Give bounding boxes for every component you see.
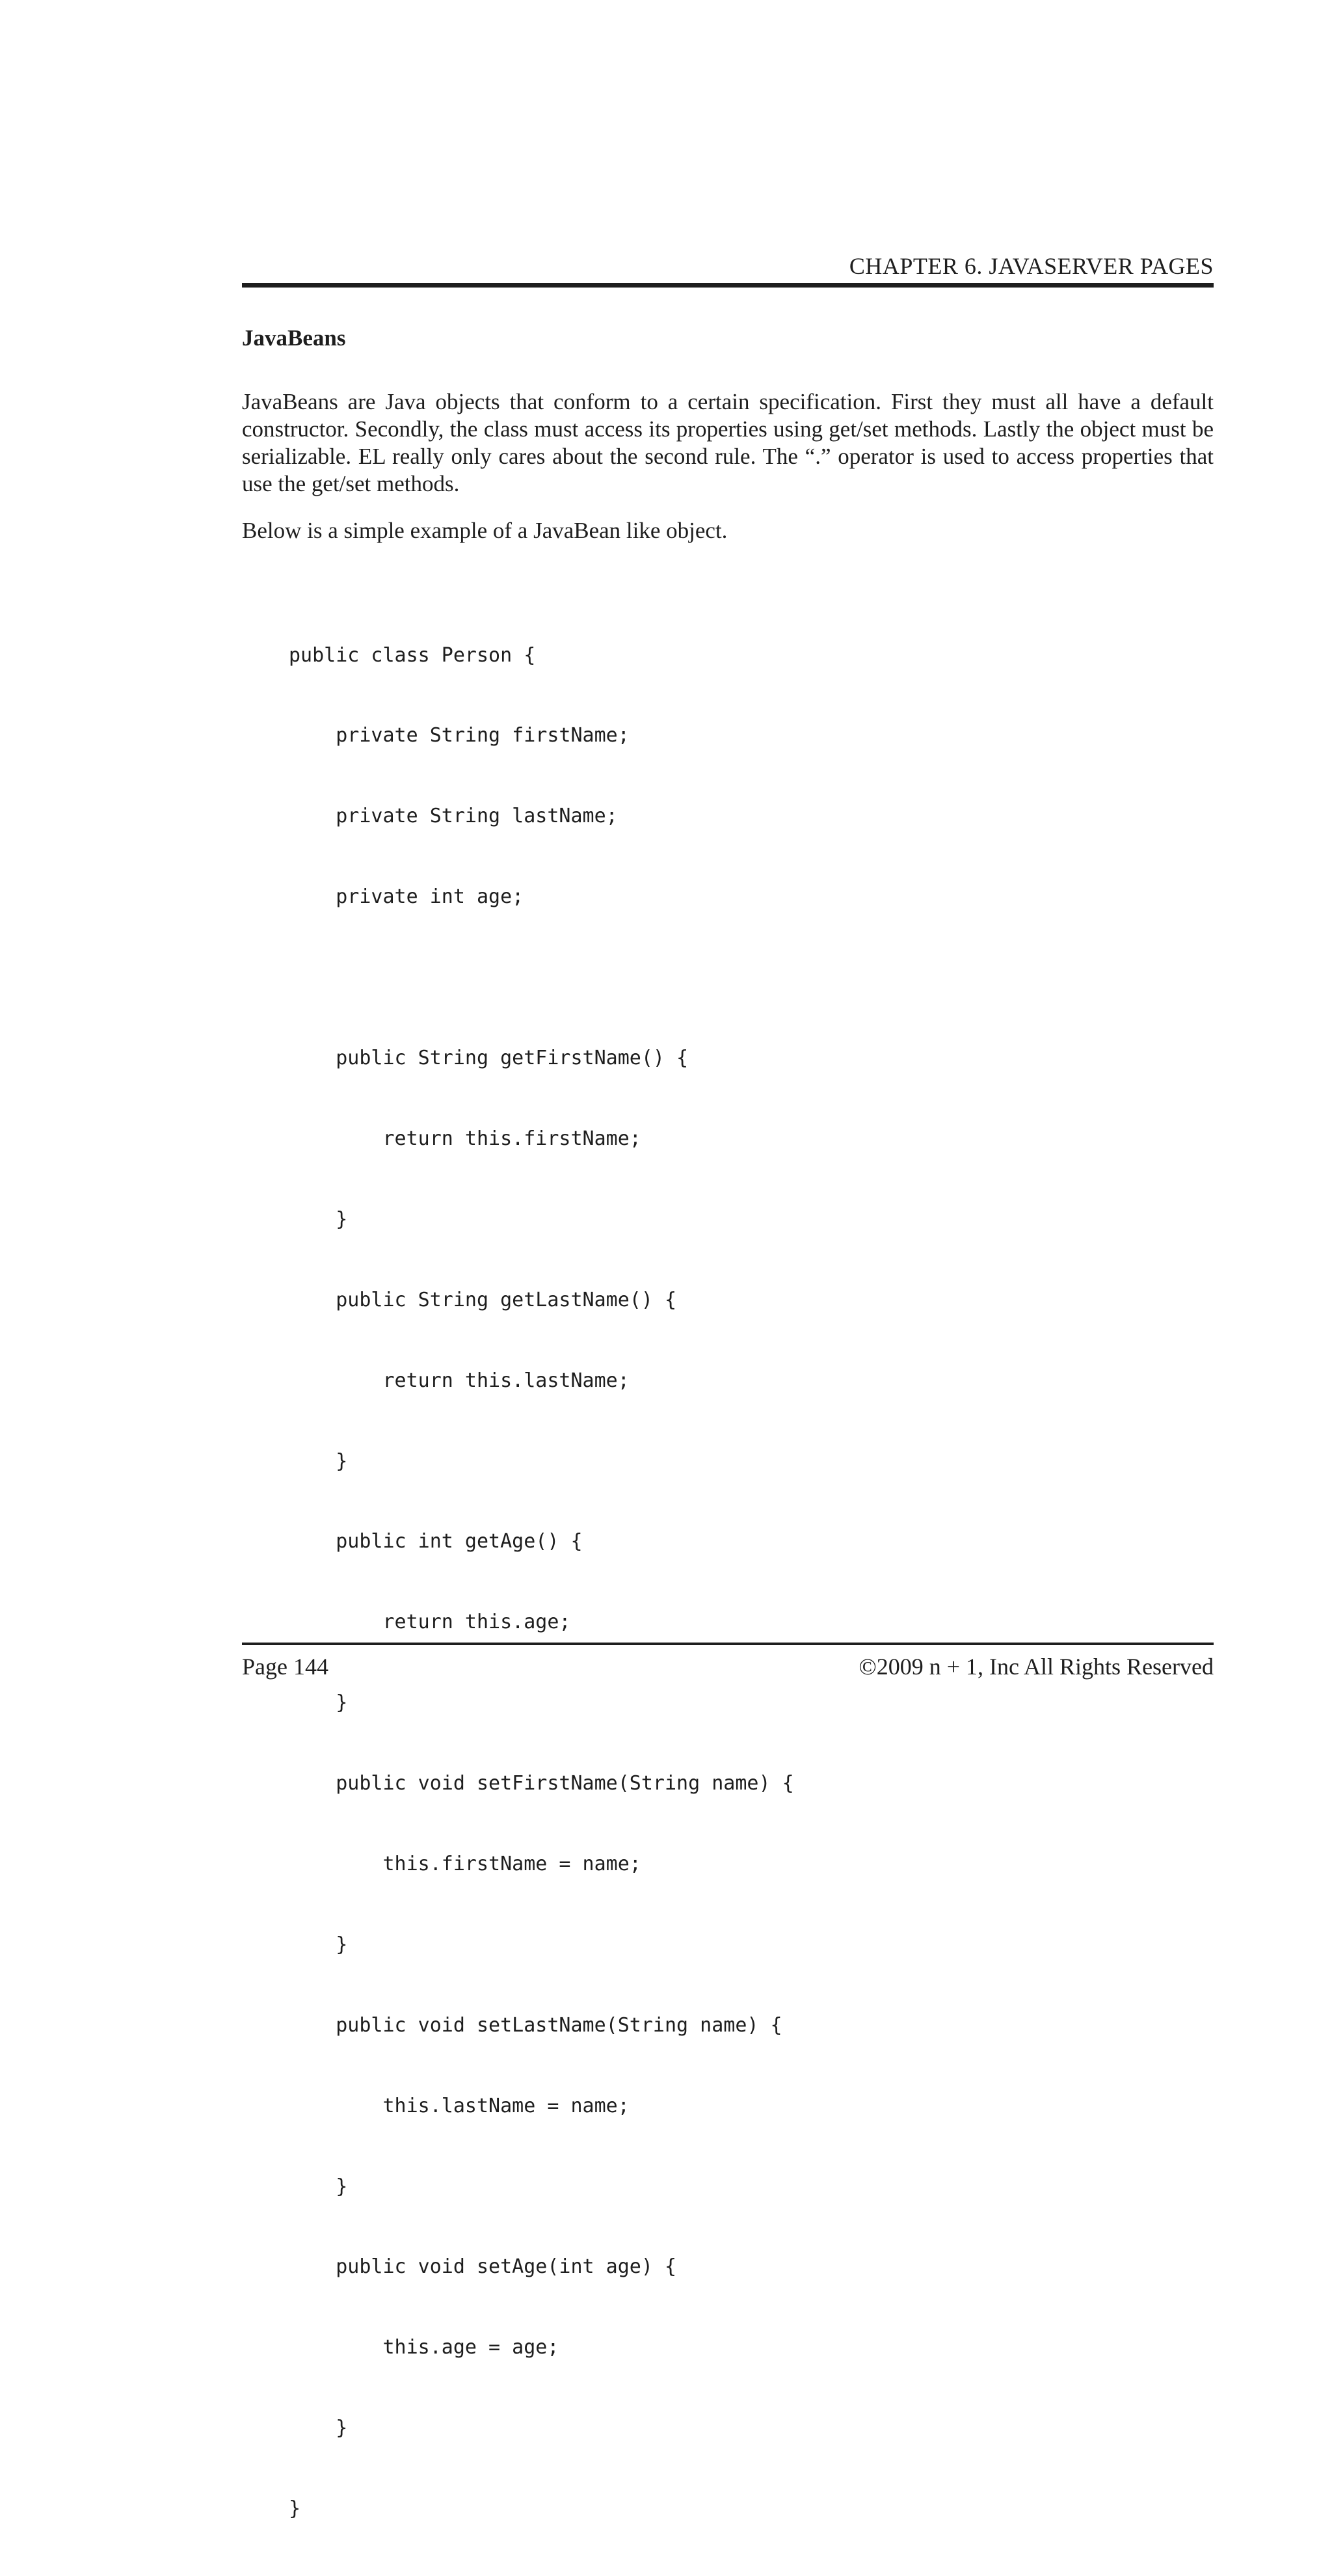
code-line: this.age = age; (289, 2336, 559, 2359)
code-line: private String lastName; (289, 805, 618, 828)
code-line: public class Person { (289, 643, 536, 667)
code-line: public String getLastName() { (289, 1288, 677, 1311)
footer-rule (242, 1643, 1214, 1645)
code-line: public void setLastName(String name) { (289, 2013, 782, 2037)
code-line: } (289, 1449, 348, 1473)
code-line: return this.age; (289, 1611, 571, 1634)
running-head: CHAPTER 6. JAVASERVER PAGES (849, 253, 1214, 279)
code-line: return this.lastName; (289, 1369, 630, 1392)
code-line (289, 964, 794, 991)
code-line: } (289, 1933, 348, 1956)
body-paragraph: JavaBeans are Java objects that conform to a certain specification. First they must all have a default constructor. Secondly, the class must access its properties using get/set methods. Lastly the object must be serializable. EL really only cares about the second rule. The “.” operator is used to access properties that use the get/set methods. (242, 389, 1214, 496)
document-page (242, 0, 1214, 2521)
code-line: } (289, 1207, 348, 1231)
code-line: } (289, 2175, 348, 2198)
code-listing (289, 588, 794, 2576)
code-line: private int age; (289, 885, 524, 909)
code-line: public int getAge() { (289, 1530, 583, 1553)
code-line: private String firstName; (289, 724, 630, 747)
code-line: this.firstName = name; (289, 1852, 641, 1875)
copyright-notice: ©2009 n + 1, Inc All Rights Reserved (859, 1654, 1214, 1680)
code-line: } (289, 2417, 348, 2440)
page-number: Page 144 (242, 1654, 328, 1680)
code-line: } (289, 2497, 301, 2521)
code-line: public void setFirstName(String name) { (289, 1772, 794, 1795)
code-line: public void setAge(int age) { (289, 2255, 677, 2279)
header-rule (242, 283, 1214, 288)
body-paragraph: Below is a simple example of a JavaBean like object. (242, 518, 728, 543)
code-line: this.lastName = name; (289, 2094, 630, 2117)
code-line: public String getFirstName() { (289, 1047, 689, 1070)
code-line: } (289, 1691, 348, 1715)
section-title: JavaBeans (242, 325, 346, 351)
code-line: return this.firstName; (289, 1127, 641, 1150)
